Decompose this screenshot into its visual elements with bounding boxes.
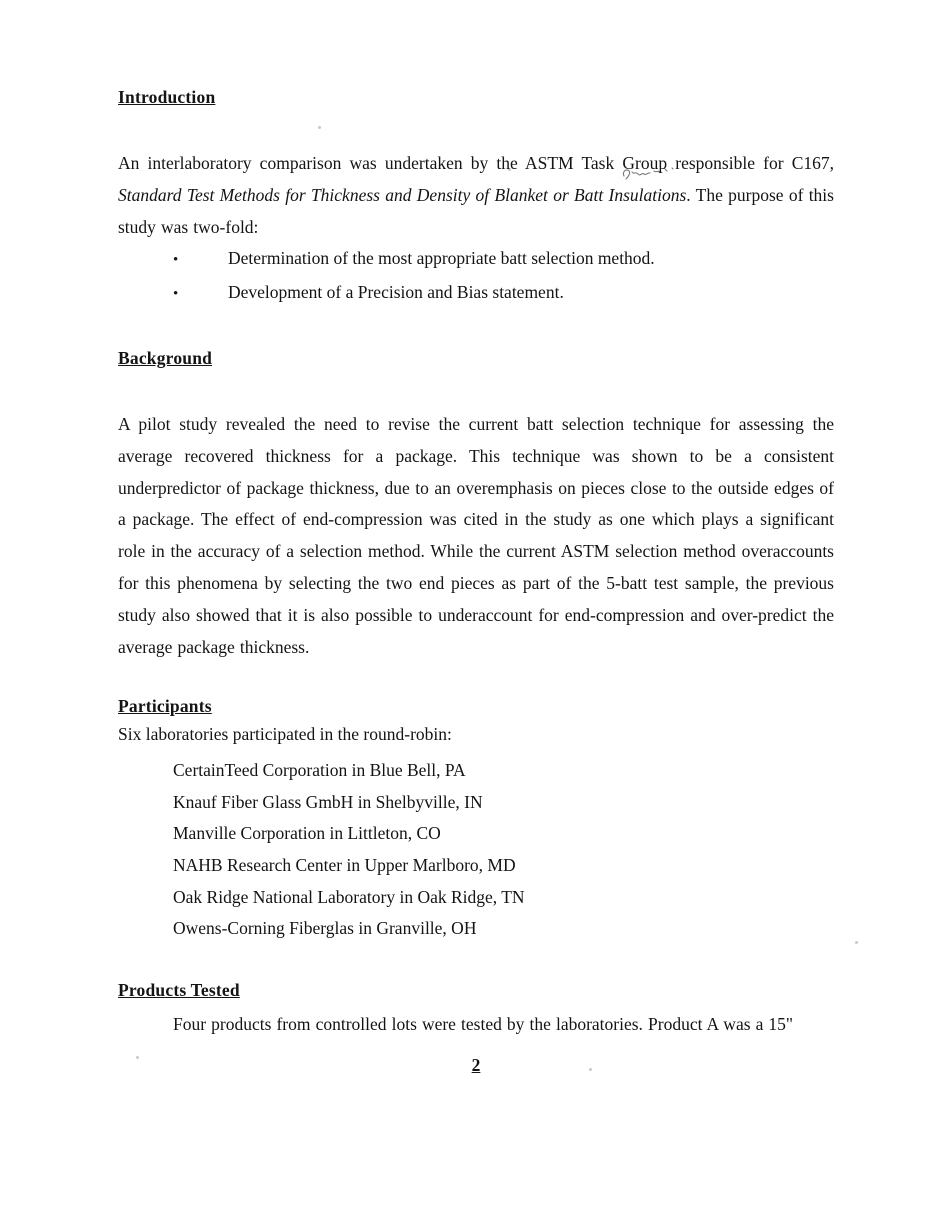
products-tested-paragraph: Four products from controlled lots were tested by the laboratories. Product A was a 15"	[173, 1013, 794, 1034]
page-number: 2	[471, 1054, 481, 1075]
bullet-item	[118, 243, 834, 277]
bullet-icon: •	[173, 252, 179, 269]
introduction-heading: Introduction	[118, 87, 216, 107]
participant-item: Manville Corporation in Littleton, CO	[173, 823, 441, 844]
products-tested-heading: Products Tested	[118, 979, 240, 1000]
bullet-text: Development of a Precision and Bias statement.	[228, 282, 564, 303]
scan-speck	[855, 941, 858, 944]
intro-text-before-italic: An interlaboratory comparison was undertaken by the ASTM Task Group responsible for C167,	[118, 153, 834, 173]
participant-item: Oak Ridge National Laboratory in Oak Ridge, TN	[173, 886, 525, 907]
introduction-paragraph	[118, 148, 834, 243]
participant-item: Knauf Fiber Glass GmbH in Shelbyville, IN	[173, 791, 483, 812]
intro-text-after-italic: . The purpose of this study was two-fold:	[118, 184, 834, 237]
participants-heading: Participants	[118, 696, 212, 717]
participants-intro-line: Six laboratories participated in the round-robin:	[118, 724, 452, 745]
introduction-bullet-list	[118, 243, 834, 311]
background-heading: Background	[118, 347, 213, 368]
bullet-text: Determination of the most appropriate batt selection method.	[228, 248, 655, 269]
participant-list	[118, 755, 834, 945]
bullet-icon: •	[173, 286, 179, 303]
bullet-item	[118, 277, 834, 311]
document-content	[118, 86, 834, 1077]
background-paragraph: A pilot study revealed the need to revise the current batt selection technique for assessing the average recovered thickness for a package. This technique was shown to be a consistent underpredictor of package thickness, due to an overemphasis on pieces close to the outside edges of a package. The effect of end-compression was cited in the study as one which plays a significant role in the accuracy of a selection method. While the current ASTM selection method overaccounts for this phenomena by selecting the two end pieces as part of the 5-batt test sample, the previous study also showed that it is also possible to underaccount for end-compression and over-predict the average package thickness.	[118, 413, 834, 657]
participant-item: NAHB Research Center in Upper Marlboro, MD	[173, 854, 516, 875]
participant-item: Owens-Corning Fiberglas in Granville, OH	[173, 918, 477, 939]
participant-item: CertainTeed Corporation in Blue Bell, PA	[173, 760, 466, 781]
intro-italic-title: Standard Test Methods for Thickness and Density of Blanket or Batt Insulations	[118, 184, 687, 205]
